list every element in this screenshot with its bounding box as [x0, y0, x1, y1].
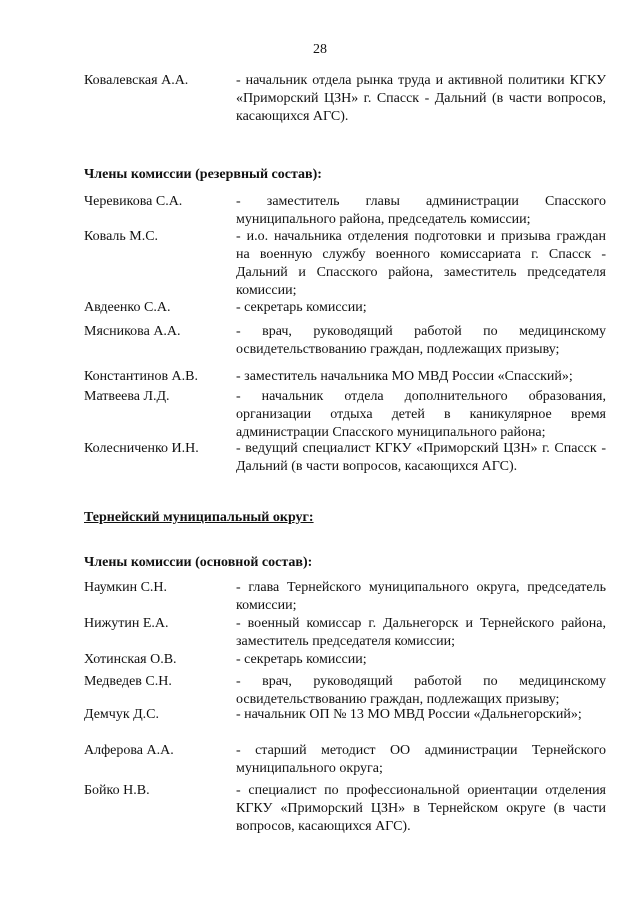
- member-role: - врач, руководящий работой по медицинскому освидетельствованию граждан, подлежащих призыву;: [236, 674, 606, 707]
- member-name: Авдеенко С.А.: [84, 300, 171, 315]
- member-name: Наумкин С.Н.: [84, 580, 168, 595]
- member-role: - секретарь комиссии;: [236, 300, 367, 315]
- member-name: Черевикова С.А.: [84, 194, 183, 209]
- member-name: Матвеева Л.Д.: [84, 389, 170, 404]
- member-name: Алферова А.А.: [84, 743, 174, 758]
- member-role: - специалист по профессиональной ориентации отделения КГКУ «Приморский ЦЗН» в Тернейском округе (в части вопросов, касающихся АГС).: [236, 783, 606, 834]
- member-role: - военный комиссар г. Дальнегорск и Тернейского района, заместитель председателя комиссии;: [236, 616, 606, 649]
- member-name: Бойко Н.В.: [84, 783, 150, 798]
- member-name: Ковалевская А.А.: [84, 73, 189, 88]
- member-name: Хотинская О.В.: [84, 652, 177, 667]
- member-role: - и.о. начальника отделения подготовки и призыва граждан на военную службу военного комиссариата г. Спасск - Дальний и Спасского района, заместитель председателя комиссии;: [236, 229, 606, 298]
- member-name: Константинов А.В.: [84, 369, 199, 384]
- section-heading-main: Члены комиссии (основной состав):: [84, 555, 313, 570]
- member-role: - старший методист ОО администрации Тернейского муниципального округа;: [236, 743, 606, 776]
- member-role: - ведущий специалист КГКУ «Приморский ЦЗН» г. Спасск - Дальний (в части вопросов, касающихся АГС).: [236, 441, 606, 474]
- member-name: Колесниченко И.Н.: [84, 441, 199, 456]
- member-role: - начальник отдела рынка труда и активной политики КГКУ «Приморский ЦЗН» г. Спасск - Дальний (в части вопросов, касающихся АГС).: [236, 73, 606, 124]
- member-role: - заместитель главы администрации Спасского муниципального района, председатель комиссии;: [236, 194, 606, 227]
- member-role: - начальник ОП № 13 МО МВД России «Дальнегорский»;: [236, 707, 582, 722]
- member-role: - начальник отдела дополнительного образования, организации отдыха детей в каникулярное время администрации Спасского муниципального района;: [236, 389, 606, 440]
- member-role: - врач, руководящий работой по медицинскому освидетельствованию граждан, подлежащих призыву;: [236, 324, 606, 357]
- member-role: - заместитель начальника МО МВД России «Спасский»;: [236, 369, 573, 384]
- member-name: Коваль М.С.: [84, 229, 159, 244]
- member-name: Медведев С.Н.: [84, 674, 172, 689]
- district-heading: Тернейский муниципальный округ:: [84, 510, 314, 525]
- member-name: Нижутин Е.А.: [84, 616, 169, 631]
- page-number: 28: [313, 42, 327, 57]
- member-role: - секретарь комиссии;: [236, 652, 367, 667]
- section-heading-reserve: Члены комиссии (резервный состав):: [84, 167, 322, 182]
- member-name: Мясникова А.А.: [84, 324, 181, 339]
- member-role: - глава Тернейского муниципального округа, председатель комиссии;: [236, 580, 606, 613]
- member-name: Демчук Д.С.: [84, 707, 160, 722]
